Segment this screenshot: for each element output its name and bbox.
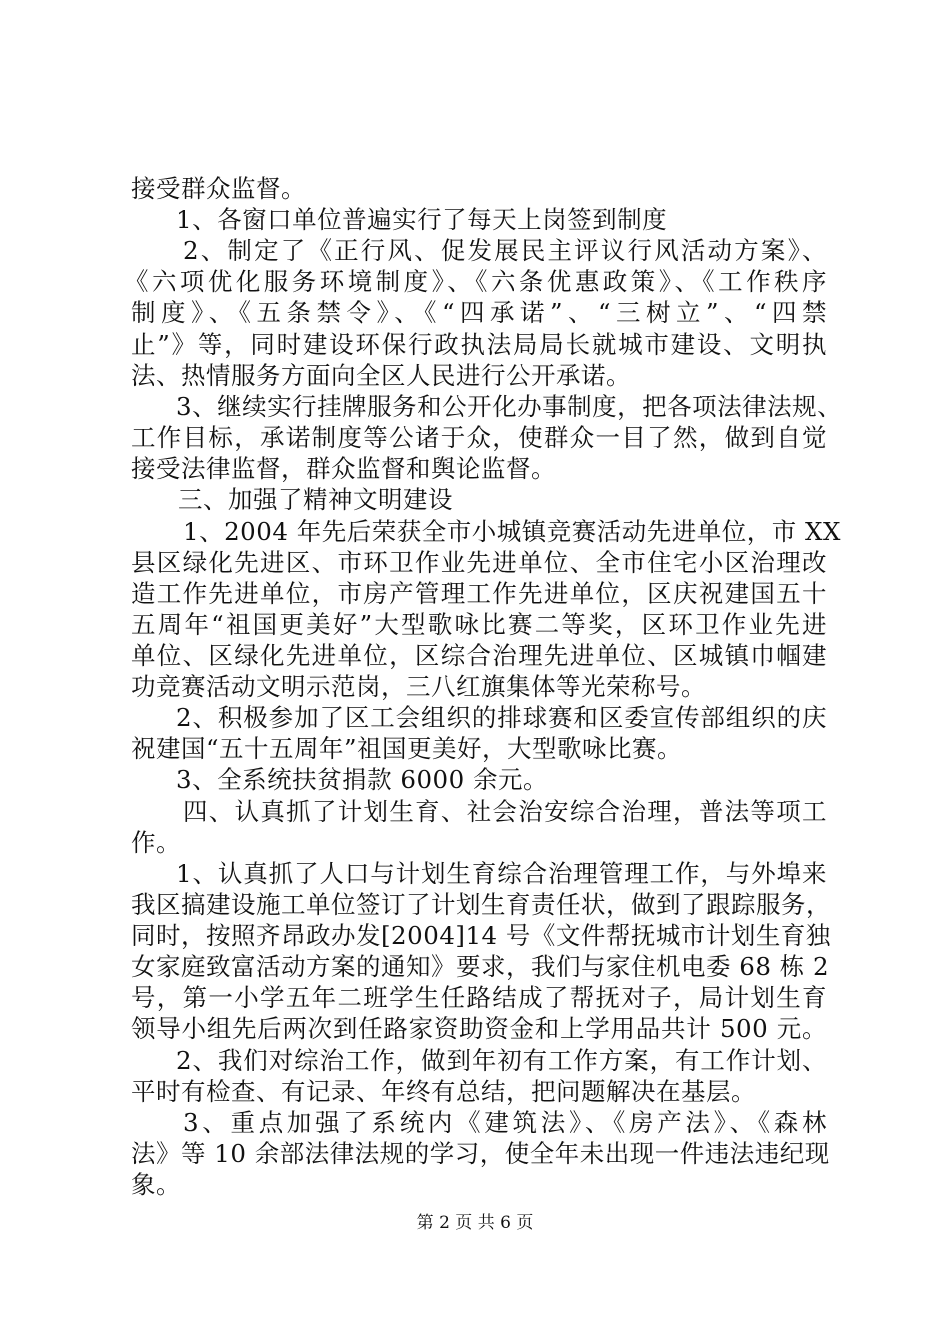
body-line: 1、认真抓了人口与计划生育综合治理管理工作，与外埠来: [176, 859, 827, 888]
body-line: 1、2004 年先后荣获全市小城镇竞赛活动先进单位，市 XX: [183, 517, 841, 546]
body-line: 功竞赛活动文明示范岗，三八红旗集体等光荣称号。: [131, 672, 706, 701]
body-line: 领导小组先后两次到任路家资助资金和上学用品共计 500 元。: [131, 1014, 827, 1043]
body-line: 2、制定了《正行风、促发展民主评议行风活动方案》、: [183, 236, 827, 265]
body-line: 平时有检查、有记录、年终有总结，把问题解决在基层。: [131, 1077, 756, 1106]
body-line: 祝建国“五十五周年”祖国更美好，大型歌咏比赛。: [131, 734, 683, 763]
body-line: 接受法律监督，群众监督和舆论监督。: [131, 454, 556, 483]
body-line: 《六项优化服务环境制度》、《六条优惠政策》、《工作秩序: [124, 267, 827, 296]
body-line: 作。: [131, 828, 181, 857]
body-line: 法、热情服务方面向全区人民进行公开承诺。: [131, 361, 631, 390]
body-line: 2、积极参加了区工会组织的排球赛和区委宣传部组织的庆: [176, 703, 827, 732]
body-line: 止”》等，同时建设环保行政执法局局长就城市建设、文明执: [131, 330, 827, 359]
body-line: 接受群众监督。: [131, 174, 306, 203]
body-line: 我区搞建设施工单位签订了计划生育责任状，做到了跟踪服务，: [131, 890, 831, 919]
body-line: 法》等 10 余部法律法规的学习，使全年未出现一件违法违纪现: [131, 1139, 830, 1168]
body-line: 女家庭致富活动方案的通知》要求，我们与家住机电委 68 栋 2: [131, 952, 830, 981]
body-line: 2、我们对综治工作，做到年初有工作方案，有工作计划、: [176, 1046, 827, 1075]
body-line: 号，第一小学五年二班学生任路结成了帮抚对子，局计划生育: [131, 983, 827, 1012]
section-heading: 三、加强了精神文明建设: [178, 485, 453, 514]
body-line: 3、全系统扶贫捐款 6000 余元。: [176, 765, 549, 794]
body-line: 3、重点加强了系统内《建筑法》、《房产法》、《森林: [183, 1108, 827, 1137]
section-heading: 四、认真抓了计划生育、社会治安综合治理，普法等项工: [183, 797, 827, 826]
body-line: 县区绿化先进区、市环卫作业先进单位、全市住宅小区治理改: [131, 548, 827, 577]
body-line: 同时，按照齐昂政办发[2004]14 号《文件帮抚城市计划生育独: [131, 921, 831, 950]
body-line: 五周年“祖国更美好”大型歌咏比赛二等奖，区环卫作业先进: [131, 610, 827, 639]
body-line: 3、继续实行挂牌服务和公开化办事制度，把各项法律法规、: [176, 392, 843, 421]
body-line: 工作目标，承诺制度等公诸于众，使群众一目了然，做到自觉: [131, 423, 827, 452]
page-footer: 第 2 页 共 6 页: [416, 1213, 534, 1233]
body-line: 单位、区绿化先进单位，区综合治理先进单位、区城镇巾帼建: [131, 641, 827, 670]
body-line: 造工作先进单位，市房产管理工作先进单位，区庆祝建国五十: [131, 579, 827, 608]
body-line: 1、各窗口单位普遍实行了每天上岗签到制度: [176, 205, 668, 234]
body-line: 制度》、《五条禁令》、《“四承诺”、“三树立”、“四禁: [131, 298, 827, 327]
body-line: 象。: [131, 1170, 181, 1199]
